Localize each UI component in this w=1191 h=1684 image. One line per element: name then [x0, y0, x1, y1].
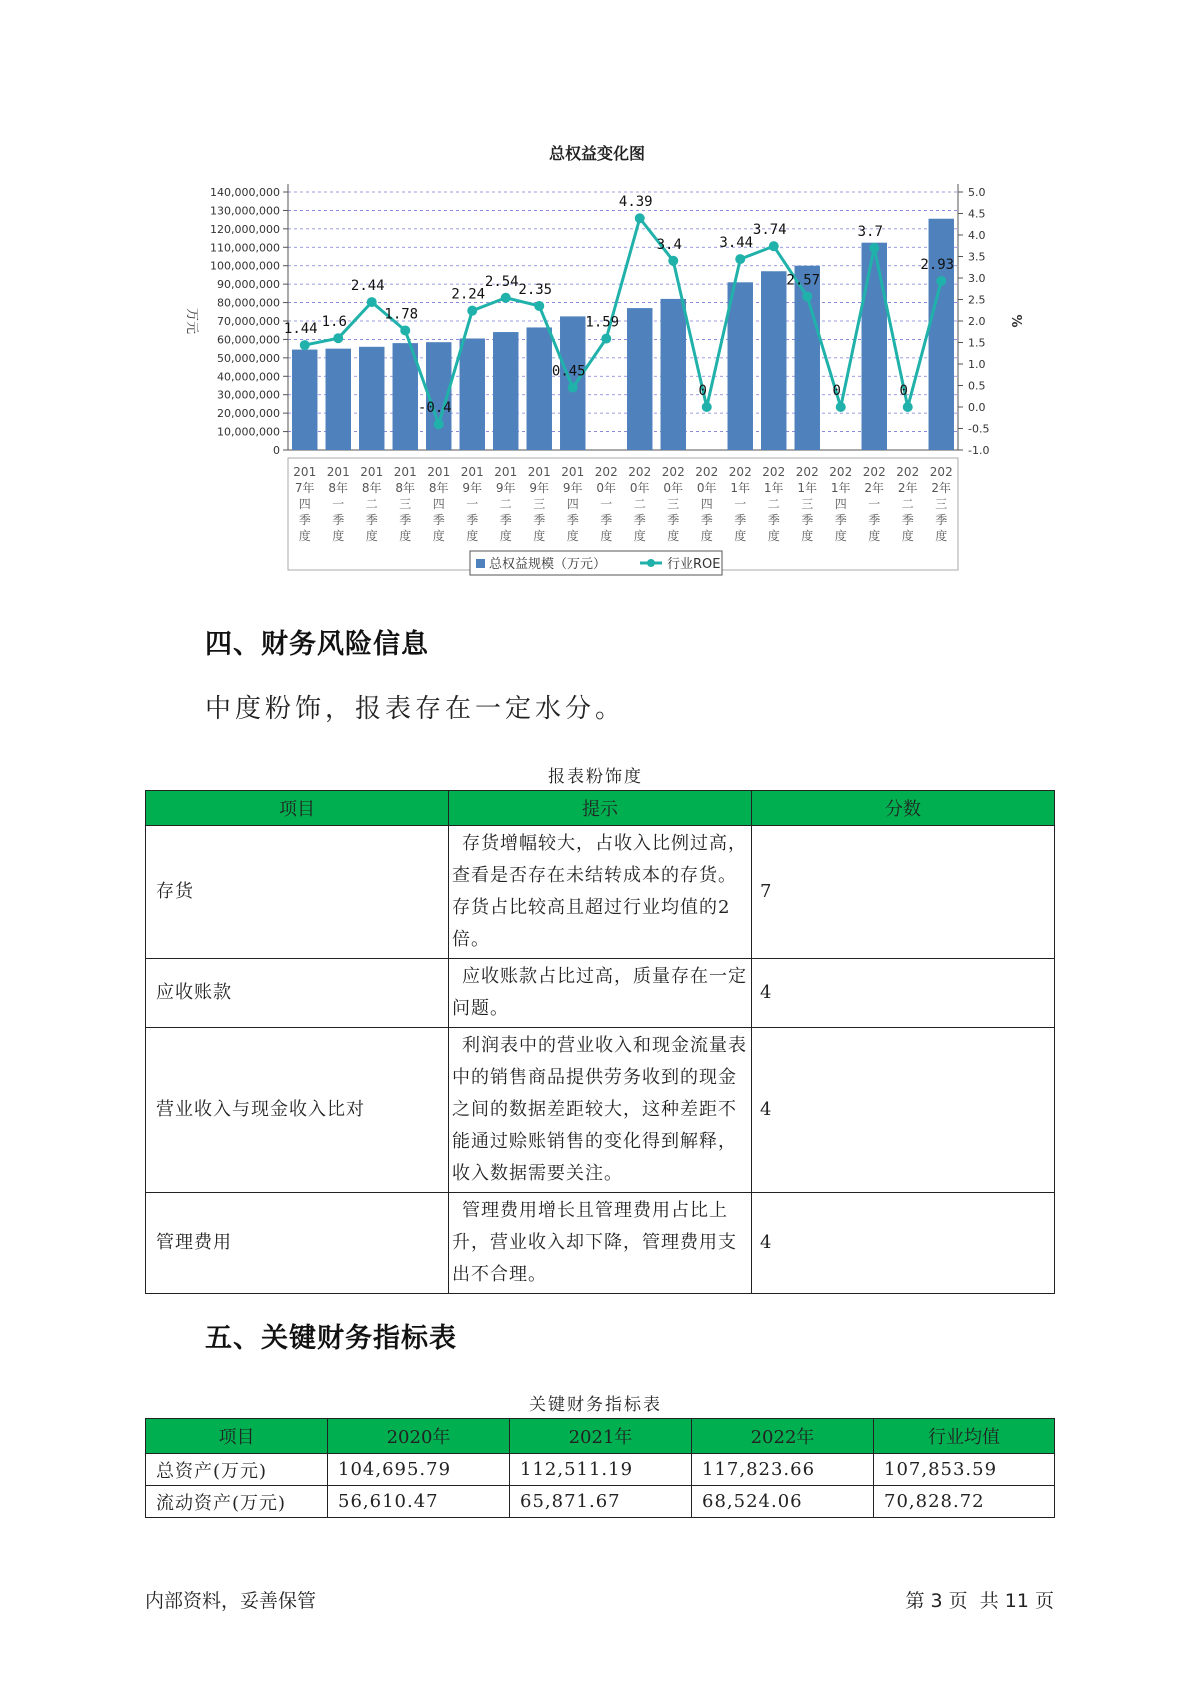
risk-hint: 应收账款占比过高，质量存在一定问题。	[449, 959, 752, 1028]
kpi-avg: 107,853.59	[874, 1454, 1055, 1486]
x-tick-label: 202 0年一季度	[594, 465, 618, 543]
roe-data-label: 2.93	[920, 257, 955, 274]
left-axis-title: 万元	[184, 307, 199, 335]
risk-score: 4	[752, 1028, 1055, 1193]
left-tick-label: 100,000,000	[210, 259, 280, 273]
table-row	[146, 959, 1055, 1028]
roe-point	[635, 213, 645, 223]
roe-data-label: 1.59	[585, 314, 620, 331]
risk-item: 管理费用	[146, 1193, 449, 1294]
header-item: 项目	[146, 1419, 328, 1454]
equity-bar	[761, 271, 786, 450]
roe-point	[467, 306, 477, 316]
right-tick-label: -1.0	[968, 444, 990, 457]
x-tick-label: 202 2年二季度	[896, 465, 920, 543]
equity-bar	[627, 308, 652, 450]
roe-data-label: 2.24	[451, 286, 486, 303]
table-row	[146, 1454, 1055, 1486]
risk-hint: 管理费用增长且管理费用占比上升，营业收入却下降，管理费用支出不合理。	[449, 1193, 752, 1294]
equity-bar	[493, 332, 518, 450]
roe-data-label: 2.54	[484, 273, 519, 290]
legend-bar-swatch	[476, 559, 485, 568]
page-number: 第 3 页 共 11 页	[905, 1590, 1054, 1612]
risk-score: 7	[752, 826, 1055, 959]
kpi-avg: 70,828.72	[874, 1486, 1055, 1518]
x-tick-label: 202 1年二季度	[762, 465, 786, 543]
right-tick-label: 5.0	[968, 186, 986, 199]
roe-data-label: 2.44	[350, 278, 385, 295]
equity-bar	[359, 347, 384, 450]
kpi-2020: 56,610.47	[328, 1486, 510, 1518]
roe-data-label: 3.44	[719, 235, 754, 252]
table-row	[146, 826, 1055, 959]
roe-data-label: 0	[832, 383, 841, 399]
left-tick-label: 80,000,000	[217, 296, 280, 310]
left-tick-label: 120,000,000	[210, 222, 280, 236]
roe-data-label: 1.44	[283, 321, 318, 338]
x-tick-label: 202 0年四季度	[695, 465, 719, 543]
roe-point	[534, 301, 544, 311]
kpi-table-caption: 关键财务指标表	[529, 1395, 662, 1415]
roe-point	[333, 333, 343, 343]
risk-table	[145, 790, 1055, 1294]
x-tick-label: 202 1年三季度	[795, 465, 819, 543]
x-tick-label: 202 2年一季度	[862, 465, 886, 543]
kpi-item: 流动资产(万元)	[146, 1486, 328, 1518]
x-tick-label: 201 8年一季度	[326, 465, 350, 543]
kpi-item: 总资产(万元)	[146, 1454, 328, 1486]
left-tick-label: 40,000,000	[217, 370, 280, 384]
risk-score: 4	[752, 1193, 1055, 1294]
right-tick-label: 0.5	[968, 379, 986, 393]
roe-point	[903, 402, 913, 412]
roe-data-label: 0	[698, 383, 707, 399]
x-tick-label: 201 7年四季度	[293, 465, 317, 543]
equity-bar	[326, 349, 351, 450]
x-tick-label: 201 9年一季度	[460, 465, 484, 543]
x-tick-label: 201 9年四季度	[561, 465, 585, 543]
equity-bar	[728, 282, 753, 450]
kpi-2022: 68,524.06	[692, 1486, 874, 1518]
left-tick-label: 20,000,000	[217, 407, 280, 421]
roe-point	[601, 334, 611, 344]
header-2022: 2022年	[692, 1419, 874, 1454]
right-tick-label: 3.5	[968, 250, 986, 264]
equity-bar	[292, 350, 317, 450]
roe-point	[434, 419, 444, 429]
chart-legend	[470, 551, 722, 575]
roe-point	[836, 402, 846, 412]
x-tick-label: 201 8年四季度	[427, 465, 451, 543]
x-tick-label: 202 0年三季度	[661, 465, 685, 543]
left-tick-label: 140,000,000	[210, 186, 280, 199]
kpi-2021: 112,511.19	[510, 1454, 692, 1486]
right-tick-label: 1.5	[968, 336, 986, 350]
roe-data-label: 1.6	[321, 314, 347, 331]
right-axis-title: %	[1008, 314, 1023, 328]
roe-point	[400, 325, 410, 335]
kpi-2021: 65,871.67	[510, 1486, 692, 1518]
roe-data-label: 4.39	[618, 194, 653, 211]
kpi-table-header	[146, 1419, 1055, 1454]
header-hint: 提示	[449, 791, 752, 826]
section5-heading: 五、关键财务指标表	[205, 1323, 457, 1354]
risk-item: 营业收入与现金收入比对	[146, 1028, 449, 1193]
header-item: 项目	[146, 791, 449, 826]
x-tick-label: 202 1年一季度	[728, 465, 752, 543]
risk-item: 存货	[146, 826, 449, 959]
roe-data-label: 3.7	[857, 223, 883, 240]
right-tick-label: 4.0	[968, 229, 986, 242]
left-tick-label: 70,000,000	[217, 315, 280, 328]
roe-point	[802, 291, 812, 301]
roe-data-label: -0.4	[417, 400, 452, 417]
x-tick-label: 201 8年三季度	[393, 465, 417, 543]
legend-bar-label: 总权益规模（万元）	[489, 557, 607, 572]
right-tick-label: 2.5	[968, 293, 986, 307]
roe-point	[501, 293, 511, 303]
risk-hint: 利润表中的营业收入和现金流量表中的销售商品提供劳务收到的现金之间的数据差距较大，这种差距不能通过赊账销售的变化得到解释，收入数据需要关注。	[449, 1028, 752, 1193]
roe-point	[769, 241, 779, 251]
left-tick-label: 0	[273, 444, 280, 457]
table-row	[146, 1193, 1055, 1294]
legend-line-label: 行业ROE	[667, 557, 721, 572]
roe-point	[702, 402, 712, 412]
x-tick-label: 201 8年二季度	[360, 465, 384, 543]
x-tick-label: 202 2年三季度	[929, 465, 953, 543]
roe-point	[936, 276, 946, 286]
risk-table-caption: 报表粉饰度	[548, 767, 643, 787]
left-tick-label: 90,000,000	[217, 278, 280, 292]
right-tick-label: 2.0	[968, 315, 986, 328]
table-row	[146, 1486, 1055, 1518]
equity-bar	[661, 299, 686, 450]
left-tick-label: 60,000,000	[217, 333, 280, 347]
right-tick-label: 4.5	[968, 207, 986, 221]
equity-bar	[929, 219, 954, 450]
right-tick-label: -0.5	[968, 422, 990, 436]
roe-point	[300, 340, 310, 350]
header-2021: 2021年	[510, 1419, 692, 1454]
equity-bar	[460, 339, 485, 450]
kpi-table	[145, 1418, 1055, 1518]
risk-score: 4	[752, 959, 1055, 1028]
roe-point	[735, 254, 745, 264]
header-score: 分数	[752, 791, 1055, 826]
legend-line-marker	[647, 559, 655, 567]
risk-item: 应收账款	[146, 959, 449, 1028]
left-tick-label: 30,000,000	[217, 388, 280, 402]
header-2020: 2020年	[328, 1419, 510, 1454]
left-tick-label: 110,000,000	[210, 241, 280, 255]
table-row	[146, 1028, 1055, 1193]
footer-note: 内部资料，妥善保管	[145, 1590, 317, 1612]
left-tick-label: 130,000,000	[210, 204, 280, 218]
x-tick-label: 202 0年二季度	[628, 465, 652, 543]
equity-bar	[527, 327, 552, 450]
right-tick-label: 0.0	[968, 401, 986, 414]
header-industry-avg: 行业均值	[874, 1419, 1055, 1454]
roe-point	[869, 243, 879, 253]
kpi-2020: 104,695.79	[328, 1454, 510, 1486]
roe-data-label: 3.4	[656, 236, 682, 253]
section4-heading: 四、财务风险信息	[205, 629, 429, 660]
equity-chart	[170, 135, 1023, 590]
left-tick-label: 50,000,000	[217, 351, 280, 365]
chart-title: 总权益变化图	[548, 144, 646, 163]
risk-table-header	[146, 791, 1055, 826]
risk-summary: 中度粉饰，报表存在一定水分。	[205, 694, 626, 724]
kpi-2022: 117,823.66	[692, 1454, 874, 1486]
roe-data-label: 2.57	[786, 272, 821, 289]
roe-data-label: 3.74	[752, 222, 787, 239]
right-tick-label: 1.0	[968, 358, 986, 371]
roe-point	[367, 297, 377, 307]
roe-data-label: 1.78	[384, 306, 419, 323]
x-tick-label: 201 9年三季度	[527, 465, 551, 543]
x-tick-label: 202 1年四季度	[829, 465, 853, 543]
roe-point	[568, 383, 578, 393]
right-tick-label: 3.0	[968, 272, 986, 285]
left-tick-label: 10,000,000	[217, 425, 280, 439]
equity-bar	[862, 243, 887, 450]
roe-data-label: 0.45	[551, 363, 586, 380]
risk-hint: 存货增幅较大，占收入比例过高，查看是否存在未结转成本的存货。存货占比较高且超过行业均值的2倍。	[449, 826, 752, 959]
roe-point	[668, 256, 678, 266]
x-tick-label: 201 9年二季度	[494, 465, 518, 543]
roe-data-label: 0	[899, 383, 908, 399]
roe-data-label: 2.35	[518, 281, 553, 298]
